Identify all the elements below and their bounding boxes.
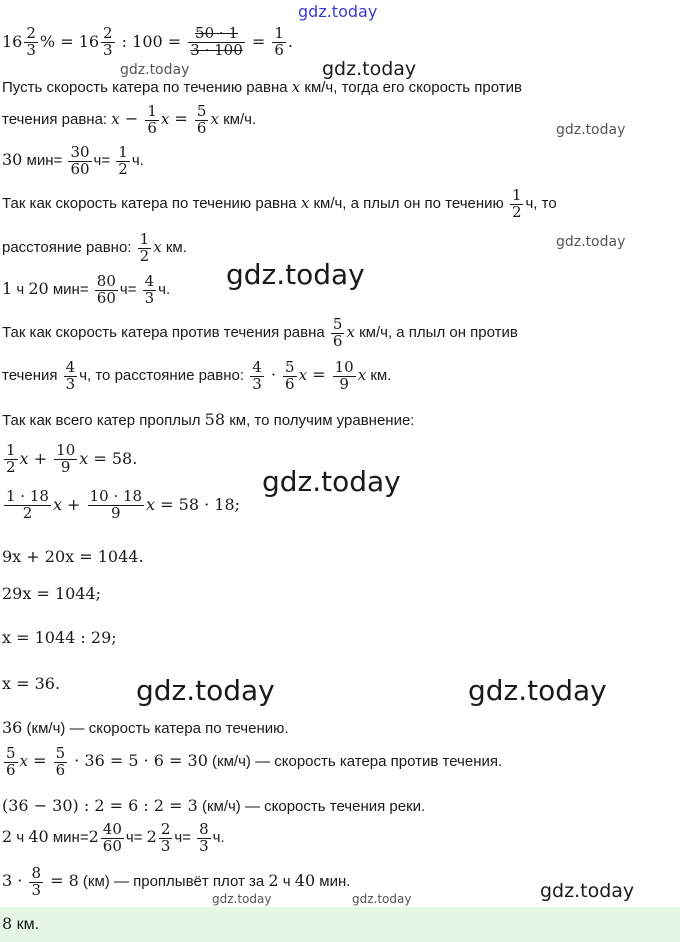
numerator: 2 — [103, 24, 113, 42]
line-14: 29x = 1044; — [2, 584, 102, 603]
numerator: 80 — [96, 272, 116, 290]
numerator: 5 — [196, 102, 207, 120]
fraction — [88, 489, 144, 522]
fraction — [101, 26, 115, 59]
text: км/ч, а плыл он по течению — [309, 195, 508, 213]
line-6 — [2, 232, 187, 265]
fraction — [510, 188, 524, 221]
text: км. — [366, 367, 392, 385]
fraction — [272, 26, 286, 59]
numerator: 10 — [56, 441, 76, 459]
text: км. — [161, 239, 187, 257]
text: (км/ч) — скорость течения реки. — [197, 798, 426, 815]
text: 2 — [146, 827, 157, 847]
text: = — [28, 751, 52, 771]
line-17 — [2, 718, 289, 738]
fraction — [95, 274, 118, 307]
text: − — [119, 109, 144, 129]
text: течения — [2, 367, 62, 385]
text: 30 — [2, 150, 23, 170]
line-11 — [2, 443, 137, 476]
line-20 — [2, 822, 225, 855]
watermark: gdz.today — [468, 674, 607, 707]
text: 40 — [294, 871, 316, 891]
line-2 — [2, 78, 522, 97]
line-19 — [2, 796, 425, 816]
numerator: 1 — [274, 24, 284, 42]
denominator: 3 — [252, 374, 262, 393]
text: · — [265, 365, 282, 385]
text: = — [307, 365, 331, 385]
line-1 — [2, 26, 293, 59]
answer-value: 8 — [2, 914, 13, 933]
answer — [2, 914, 39, 934]
var-x: x — [298, 366, 308, 385]
watermark-top: gdz.today — [298, 2, 378, 21]
text: мин= — [22, 152, 67, 170]
numerator: 1 — [6, 441, 16, 459]
fraction — [4, 489, 51, 522]
denominator: 6 — [285, 374, 295, 393]
watermark: gdz.today — [322, 58, 417, 80]
text: 1 — [2, 279, 13, 299]
text: Пусть скорость катера по течению равна — [2, 79, 292, 96]
numerator: 10 — [334, 358, 354, 376]
denominator: 9 — [60, 457, 71, 476]
line-18 — [2, 746, 502, 779]
denominator: 6 — [6, 760, 16, 779]
numerator: 5 — [6, 744, 16, 762]
text: км, то получим уравнение: — [225, 412, 415, 429]
fraction — [4, 746, 18, 779]
text: 36 — [2, 718, 23, 737]
line-7 — [2, 274, 170, 307]
fraction — [331, 317, 345, 350]
numerator: 8 — [199, 820, 209, 838]
numerator: 8 — [31, 864, 41, 882]
fraction — [101, 822, 124, 855]
fraction — [250, 360, 264, 393]
watermark: gdz.today — [540, 880, 635, 902]
numerator: 4 — [65, 358, 76, 376]
denominator: 2 — [6, 457, 16, 476]
denominator: 2 — [511, 202, 522, 221]
watermark: gdz.today — [556, 122, 626, 138]
text: ч — [12, 829, 29, 847]
denominator: 3 — [26, 40, 36, 59]
text: = 16 — [55, 31, 100, 51]
text: Так как скорость катера по течению равна — [2, 195, 301, 213]
var-x: x — [160, 110, 170, 129]
text: течения равна: — [2, 111, 112, 129]
fraction — [4, 443, 18, 476]
denominator: 6 — [274, 40, 284, 59]
text: мин= — [48, 829, 89, 847]
text: мин= — [48, 281, 93, 299]
line-13: 9x + 20x = 1044. — [2, 547, 144, 566]
fraction — [188, 26, 244, 59]
text: 40 — [28, 827, 49, 847]
text: 2 — [268, 871, 279, 891]
watermark: gdz.today — [262, 465, 401, 498]
text: ч — [12, 281, 29, 299]
text: км/ч, а плыл он против — [354, 324, 518, 342]
text: = — [246, 31, 271, 51]
var-x: x — [210, 110, 219, 129]
text: ч. — [212, 829, 225, 847]
fraction — [145, 104, 159, 137]
watermark: gdz.today — [136, 674, 275, 707]
line-8 — [2, 317, 518, 350]
numerator: 4 — [252, 358, 262, 376]
numerator: 2 — [160, 820, 171, 838]
line-9 — [2, 360, 391, 393]
fraction — [333, 360, 356, 393]
denominator: 6 — [332, 331, 343, 350]
numerator: 1 — [139, 230, 150, 248]
numerator: 1 — [511, 186, 522, 204]
text: = 8 — [44, 871, 79, 891]
denominator: 2 — [139, 246, 150, 265]
denominator: 2 — [22, 503, 33, 522]
text: (км) — проплывёт плот за — [78, 873, 269, 891]
denominator: 3 — [160, 836, 171, 855]
text: 2 — [88, 827, 99, 847]
text: км/ч, тогда его скорость против — [300, 79, 522, 96]
text: км/ч. — [218, 111, 257, 129]
text: ч. — [158, 281, 171, 299]
fraction — [29, 866, 43, 899]
text: ч= — [119, 281, 141, 299]
var-x: x — [111, 110, 120, 129]
fraction — [64, 360, 78, 393]
var-x: x — [19, 448, 29, 468]
text: = — [169, 109, 193, 129]
line-3 — [2, 104, 256, 137]
denominator: 60 — [102, 836, 122, 855]
text: Так как всего катер проплыл — [2, 412, 205, 429]
fraction — [197, 822, 211, 855]
answer-bar — [0, 907, 680, 942]
numerator: 5 — [332, 315, 343, 333]
text: ч= — [125, 829, 147, 847]
denominator: 6 — [196, 118, 207, 137]
numerator: 1 — [147, 102, 157, 120]
numerator: 30 — [70, 143, 90, 161]
var-x: x — [52, 494, 62, 514]
line-12 — [2, 489, 240, 522]
text: · 36 = 5 · 6 = 30 — [69, 751, 208, 771]
denominator: 3 — [199, 836, 209, 855]
text: 2 — [2, 827, 13, 847]
numerator: 5 — [285, 358, 295, 376]
text: ч. — [131, 152, 144, 170]
var-x: x — [153, 238, 162, 257]
text: ч, то расстояние равно: — [79, 367, 249, 385]
numerator: 2 — [26, 24, 36, 42]
watermark: gdz.today — [212, 892, 272, 906]
fraction — [54, 746, 68, 779]
text: (км/ч) — скорость катера по течению. — [22, 720, 289, 737]
text: = 58 · 18; — [155, 494, 241, 514]
var-x: x — [346, 323, 355, 342]
text: ч= — [93, 152, 115, 170]
line-15: x = 1044 : 29; — [2, 628, 117, 647]
fraction — [283, 360, 297, 393]
fraction — [24, 26, 38, 59]
numerator: 1 — [118, 143, 128, 161]
fraction — [159, 822, 173, 855]
text: мин. — [315, 873, 351, 891]
fraction — [116, 145, 130, 178]
line-16: x = 36. — [2, 674, 61, 693]
line-4 — [2, 145, 144, 178]
var-x: x — [357, 366, 367, 385]
text: 16 — [2, 31, 23, 51]
text: 20 — [28, 279, 49, 299]
text: расстояние равно: — [2, 239, 136, 257]
numerator: 5 — [55, 744, 66, 762]
text: : 100 = — [116, 31, 187, 51]
numerator: 1 · 18 — [6, 487, 49, 505]
numerator: 4 — [144, 272, 155, 290]
denominator: 2 — [118, 159, 128, 178]
var-x: x — [19, 752, 29, 771]
text: = 58. — [88, 448, 138, 468]
text: (36 − 30) : 2 = 6 : 2 = 3 — [2, 796, 198, 815]
var-x: x — [300, 194, 310, 213]
numerator: 40 — [102, 820, 122, 838]
watermark: gdz.today — [120, 62, 190, 78]
text: (км/ч) — скорость катера против течения. — [207, 753, 503, 771]
text: . — [287, 31, 293, 51]
denominator: 9 — [111, 503, 121, 522]
text: % — [39, 31, 56, 51]
answer-unit: км. — [12, 916, 40, 933]
text: ч — [278, 873, 295, 891]
watermark: gdz.today — [352, 892, 412, 906]
text: 58 — [204, 410, 226, 429]
text: ч, то — [525, 195, 557, 213]
denominator: 9 — [339, 374, 349, 393]
fraction — [138, 232, 152, 265]
denominator: 60 — [70, 159, 90, 178]
denominator: 3 — [65, 374, 76, 393]
text: 3 · — [2, 871, 28, 891]
fraction — [54, 443, 77, 476]
var-x: x — [291, 78, 301, 96]
denominator: 6 — [55, 760, 66, 779]
text: + — [61, 494, 86, 514]
denominator: 3 — [31, 880, 41, 899]
text: ч= — [174, 829, 196, 847]
denominator: 6 — [147, 118, 157, 137]
denominator: 3 · 100 — [190, 40, 243, 59]
denominator: 3 — [144, 288, 155, 307]
var-x: x — [79, 448, 89, 468]
watermark: gdz.today — [226, 258, 365, 291]
var-x: x — [146, 494, 156, 514]
denominator: 60 — [96, 288, 116, 307]
line-10 — [2, 410, 414, 430]
line-21 — [2, 866, 350, 899]
numerator: 50 · 1 — [188, 26, 244, 43]
line-5 — [2, 188, 557, 221]
denominator: 3 — [103, 40, 113, 59]
numerator: 10 · 18 — [89, 487, 143, 505]
text: Так как скорость катера против течения равна — [2, 324, 329, 342]
watermark: gdz.today — [556, 234, 626, 250]
text: + — [28, 448, 53, 468]
fraction — [195, 104, 209, 137]
fraction — [143, 274, 157, 307]
fraction — [68, 145, 91, 178]
